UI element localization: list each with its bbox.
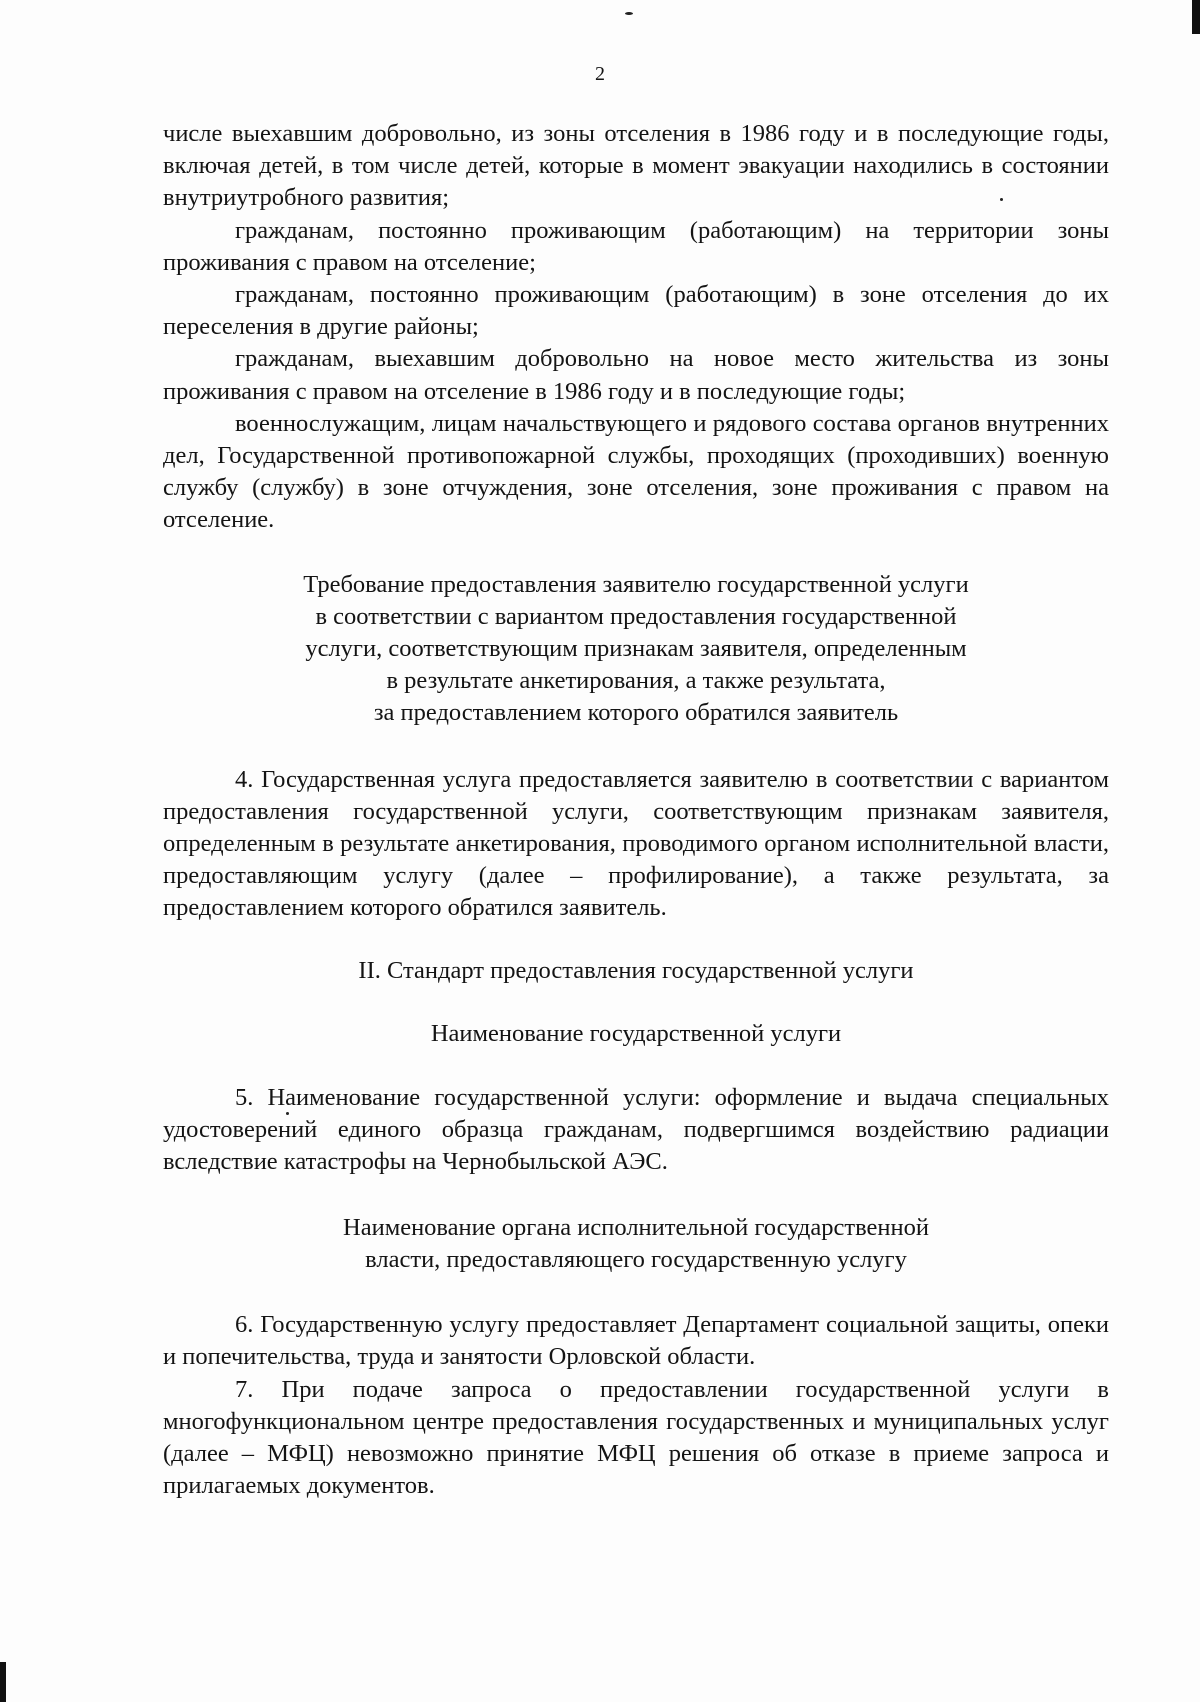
paragraph-residents-resettlement-right: гражданам, постоянно проживающим (работающим) на территории зоны проживания с правом на отселение; bbox=[163, 216, 1109, 276]
heading-line: в результате анкетирования, а также результата, bbox=[386, 667, 886, 695]
paragraph-item-4: 4. Государственная услуга предоставляется заявителю в соответствии с вариантом предоставления государственной услуги, соответствующим признакам заявителя, определенным в результате анкетирования, проводимого органом исполнительной власти, предоставляющим услугу (далее – профилирование), а также результата, за предоставлением которого обратился заявитель. bbox=[163, 765, 1109, 922]
heading-line: за предоставлением которого обратился заявитель bbox=[373, 699, 899, 727]
heading-line: Наименование органа исполнительной государственной bbox=[343, 1213, 929, 1241]
paragraph-continuation: числе выехавшим добровольно, из зоны отселения в 1986 году и в последующие годы, включая детей, в том числе детей, которые в момент эвакуации находились в состоянии внутриутробного развития; bbox=[163, 120, 1109, 212]
scan-speck bbox=[1000, 198, 1003, 201]
subheading-authority-name bbox=[163, 1212, 1109, 1276]
scan-edge-mark bbox=[1192, 0, 1200, 34]
page-number: 2 bbox=[595, 63, 605, 85]
section-heading-requirement bbox=[163, 569, 1109, 730]
paragraph-military-personnel: военнослужащим, лицам начальствующего и рядового состава органов внутренних дел, Государственной противопожарной службы, проходящих (проходивших) военную службу (службу) в зоне отчуждения, зоне отселения, зоне проживания с правом на отселение. bbox=[163, 409, 1109, 534]
scan-speck bbox=[286, 1112, 289, 1115]
paragraph-item-6: 6. Государственную услугу предоставляет Департамент социальной защиты, опеки и попечительства, труда и занятости Орловской области. bbox=[163, 1311, 1109, 1371]
heading-line: власти, предоставляющего государственную услугу bbox=[365, 1245, 907, 1273]
paragraph-item-5: 5. Наименование государственной услуги: оформление и выдача специальных удостоверений единого образца гражданам, подвергшимся воздействию радиации вследствие катастрофы на Чернобыльской АЭС. bbox=[163, 1084, 1109, 1176]
page-content bbox=[163, 118, 1109, 1502]
section-heading-standard: II. Стандарт предоставления государственной услуги bbox=[358, 956, 914, 984]
subheading-service-name: Наименование государственной услуги bbox=[430, 1019, 842, 1047]
heading-line: Требование предоставления заявителю государственной услуги bbox=[303, 570, 969, 598]
heading-line: в соответствии с вариантом предоставления государственной bbox=[315, 602, 957, 630]
paragraph-item-7: 7. При подаче запроса о предоставлении государственной услуги в многофункциональном центре предоставления государственных и муниципальных услуг (далее – МФЦ) невозможно принятие МФЦ решения об отказе в приеме запроса и прилагаемых документов. bbox=[163, 1375, 1109, 1500]
scan-speck bbox=[625, 12, 633, 15]
heading-line: услуги, соответствующим признакам заявителя, определенным bbox=[305, 635, 967, 663]
scan-edge-mark bbox=[0, 1662, 6, 1702]
paragraph-voluntary-departure: гражданам, выехавшим добровольно на новое место жительства из зоны проживания с правом на отселение в 1986 году и в последующие годы; bbox=[163, 345, 1109, 405]
paragraph-residents-resettlement-zone: гражданам, постоянно проживающим (работающим) в зоне отселения до их переселения в другие районы; bbox=[163, 281, 1109, 341]
